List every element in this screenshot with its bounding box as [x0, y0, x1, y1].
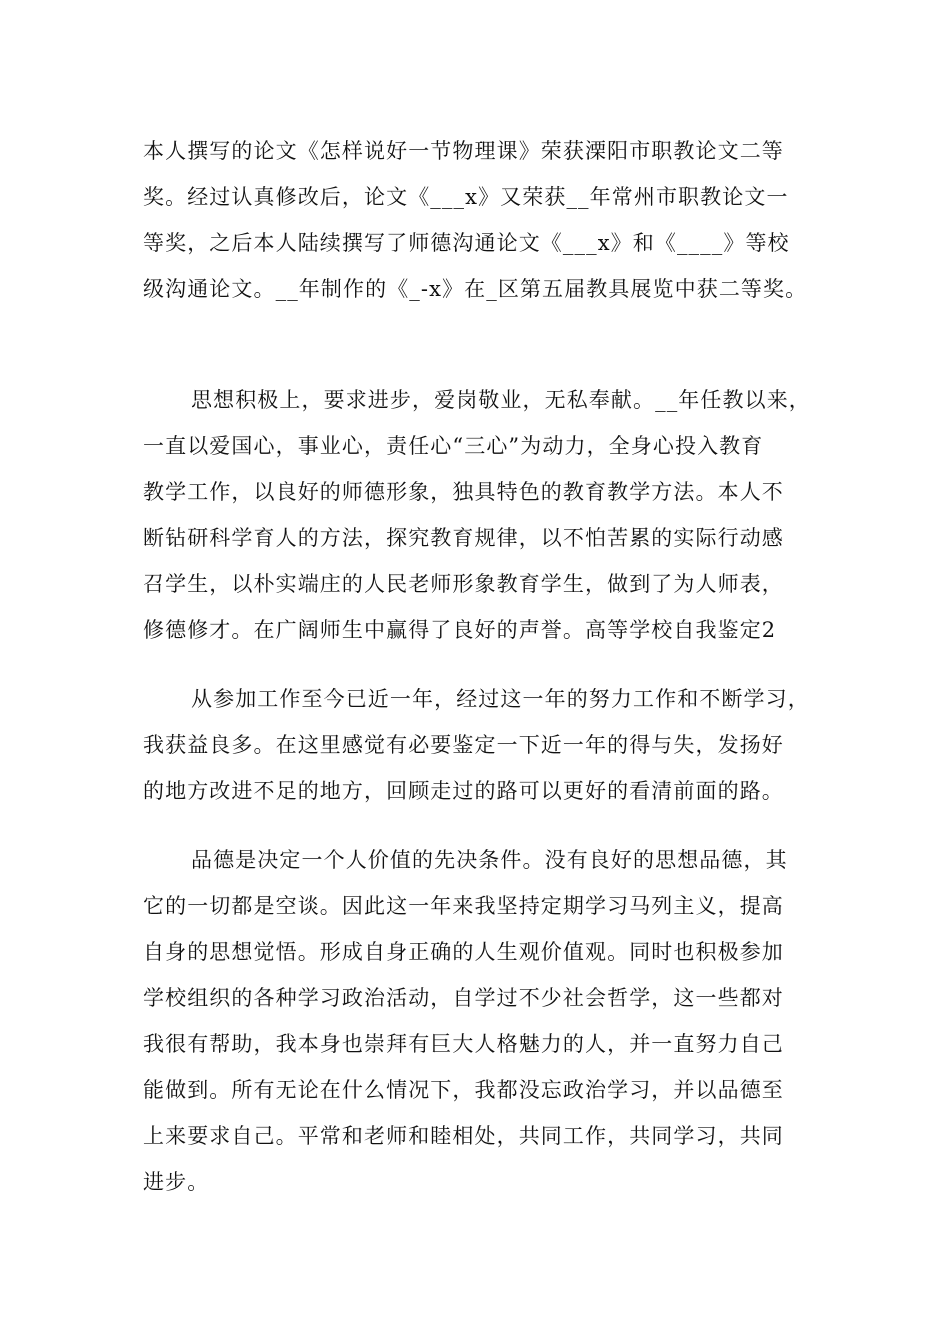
paragraph-2-line: 修德修才。在广阔师生中赢得了良好的声誉。高等学校自我鉴定2: [143, 618, 777, 642]
paragraph-4-line: 它的一切都是空谈。因此这一年来我坚持定期学习马列主义，提高: [143, 894, 784, 918]
paragraph-4-line: 能做到。所有无论在什么情况下，我都没忘政治学习，并以品德至: [143, 1078, 784, 1102]
paragraph-2-line: 一直以爱国心，事业心，责任心“三心”为动力，全身心投入教育: [143, 434, 764, 458]
paragraph-1-line: 等奖，之后本人陆续撰写了师德沟通论文《___x》和《____》等校: [143, 231, 790, 255]
paragraph-4-line: 学校组织的各种学习政治活动，自学过不少社会哲学，这一些都对: [143, 986, 784, 1010]
paragraph-1-line: 级沟通论文。__年制作的《_-x》在_区第五届教具展览中获二等奖。: [143, 277, 808, 301]
paragraph-2-line: 教学工作，以良好的师德形象，独具特色的教育教学方法。本人不: [143, 480, 784, 504]
paragraph-2-line: 思想积极上，要求进步，爱岗敬业，无私奉献。__年任教以来，: [191, 388, 811, 412]
paragraph-4-line: 进步。: [143, 1170, 210, 1194]
paragraph-4-line: 我很有帮助，我本身也崇拜有巨大人格魅力的人，并一直努力自己: [143, 1032, 784, 1056]
paragraph-4-line: 品德是决定一个人价值的先决条件。没有良好的思想品德，其: [191, 848, 788, 872]
paragraph-4-line: 自身的思想觉悟。形成自身正确的人生观价值观。同时也积极参加: [143, 940, 784, 964]
paragraph-3-line: 我获益良多。在这里感觉有必要鉴定一下近一年的得与失，发扬好: [143, 733, 784, 757]
paragraph-1-line: 本人撰写的论文《怎样说好一节物理课》荣获溧阳市职教论文二等: [143, 139, 784, 163]
paragraph-3-line: 的地方改进不足的地方，回顾走过的路可以更好的看清前面的路。: [143, 779, 784, 803]
paragraph-2-line: 断钻研科学育人的方法，探究教育规律，以不怕苦累的实际行动感: [143, 526, 784, 550]
paragraph-4-line: 上来要求自己。平常和老师和睦相处，共同工作，共同学习，共同: [143, 1124, 784, 1148]
paragraph-1-line: 奖。经过认真修改后，论文《___x》又荣获__年常州市职教论文一: [143, 185, 789, 209]
paragraph-3-line: 从参加工作至今已近一年，经过这一年的努力工作和不断学习，: [191, 687, 810, 711]
paragraph-2-line: 召学生，以朴实端庄的人民老师形象教育学生，做到了为人师表，: [143, 572, 784, 596]
